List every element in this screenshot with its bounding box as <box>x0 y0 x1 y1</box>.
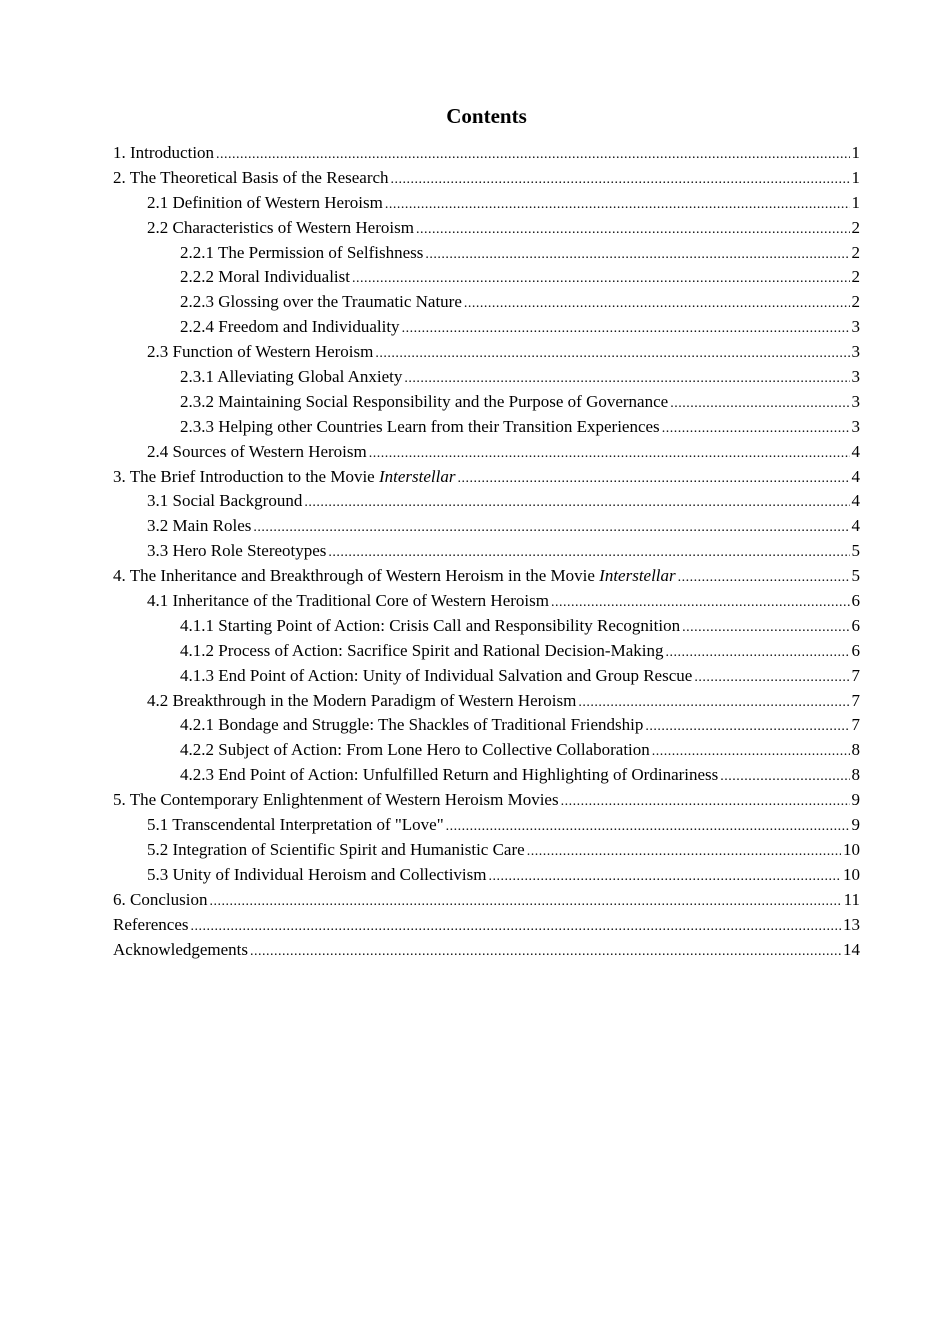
dot-leader <box>391 168 850 193</box>
toc-page-number: 4 <box>851 466 860 486</box>
toc-entry-title-text: 1. Introduction <box>113 143 215 162</box>
toc-page-number: 9 <box>851 815 860 835</box>
toc-entry-title-text: 2.3.2 Maintaining Social Responsibility and the Purpose of Governance <box>180 391 669 411</box>
toc-entry-title-italic: Interstellar <box>378 466 456 486</box>
table-of-contents <box>113 141 860 962</box>
toc-entry-title <box>113 564 676 589</box>
toc-page-number: 10 <box>843 864 860 884</box>
dot-leader <box>720 765 849 790</box>
toc-page-number: 6 <box>851 591 860 611</box>
toc-page-number: 6 <box>851 640 860 660</box>
toc-page-number: 2 <box>851 267 860 287</box>
toc-entry-title-text: 4.1 Inheritance of the Traditional Core of Western Heroism <box>147 591 549 611</box>
toc-page-number: 4 <box>851 491 860 511</box>
toc-entry[interactable] <box>113 539 860 564</box>
toc-entry-title-text: 2. The Theoretical Basis of the Research <box>113 167 389 187</box>
dot-leader <box>250 940 841 965</box>
toc-entry[interactable] <box>113 216 860 241</box>
dot-leader <box>527 840 841 865</box>
toc-page-number: 7 <box>851 690 860 710</box>
toc-page-number: 5 <box>851 541 860 561</box>
toc-page-number: 8 <box>851 740 860 760</box>
toc-entry[interactable] <box>113 141 860 166</box>
toc-entry[interactable] <box>113 614 860 639</box>
toc-page-number: 14 <box>843 939 860 959</box>
toc-entry[interactable] <box>113 564 860 589</box>
dot-leader <box>209 890 841 915</box>
toc-entry-title-text: 2.3.3 Helping other Countries Learn from their Transition Experiences <box>180 416 660 436</box>
toc-entry-title <box>113 913 189 938</box>
toc-entry-title-text: 2.2 Characteristics of Western Heroism <box>147 217 414 237</box>
toc-page-number: 3 <box>851 342 860 362</box>
toc-entry-title <box>147 514 251 539</box>
page-title: Contents <box>446 104 527 128</box>
toc-entry-title <box>180 639 663 664</box>
toc-entry-title-text: 4.2.3 End Point of Action: Unfulfilled Return and Highlighting of Ordinariness <box>180 765 719 785</box>
dot-leader <box>645 715 849 740</box>
toc-entry[interactable] <box>113 763 860 788</box>
dot-leader <box>464 292 850 317</box>
toc-entry[interactable] <box>113 440 860 465</box>
toc-entry-title <box>180 265 350 290</box>
toc-entry-title-text: Acknowledgements <box>113 939 249 959</box>
toc-page-number: 13 <box>843 914 860 934</box>
dot-leader <box>682 616 849 641</box>
toc-page-number: 1 <box>851 167 860 187</box>
toc-entry-title-text: 4.1.3 End Point of Action: Unity of Individual Salvation and Group Rescue <box>180 665 693 685</box>
toc-page-number: 2 <box>851 242 860 262</box>
toc-page-number: 9 <box>851 790 860 810</box>
toc-page-number: 7 <box>851 715 860 735</box>
toc-entry-title-text: 4. The Inheritance and Breakthrough of Western Heroism in the Movie <box>113 566 600 586</box>
toc-entry-title-text: 4.2.1 Bondage and Struggle: The Shackles of Traditional Friendship <box>180 715 644 735</box>
dot-leader <box>551 591 850 616</box>
dot-leader <box>694 666 849 691</box>
toc-entry-title <box>147 216 414 241</box>
toc-entry-title-text: 2.2.1 The Permission of Selfishness <box>180 242 424 262</box>
toc-entry-title <box>147 813 444 838</box>
toc-entry-title-text: 2.2.4 Freedom and Individuality <box>180 317 400 337</box>
toc-entry-title <box>180 390 668 415</box>
toc-entry-title-text: 4.2 Breakthrough in the Modern Paradigm of Western Heroism <box>147 690 577 710</box>
toc-entry-title <box>147 689 576 714</box>
toc-entry[interactable] <box>113 465 860 490</box>
toc-page-number: 4 <box>851 516 860 536</box>
toc-entry-title-text: References <box>113 914 189 934</box>
dot-leader <box>652 740 850 765</box>
toc-entry[interactable] <box>113 938 860 963</box>
dot-leader <box>304 491 849 516</box>
toc-entry-title <box>180 713 643 738</box>
dot-leader <box>665 641 849 666</box>
toc-page-number: 2 <box>851 217 860 237</box>
toc-entry[interactable] <box>113 514 860 539</box>
dot-leader <box>489 865 842 890</box>
toc-entry[interactable] <box>113 315 860 340</box>
toc-entry[interactable] <box>113 290 860 315</box>
toc-entry-title <box>113 888 207 913</box>
dot-leader <box>578 691 849 716</box>
toc-entry-title-text: 5.3 Unity of Individual Heroism and Collectivism <box>147 864 487 884</box>
toc-entry[interactable] <box>113 589 860 614</box>
toc-page-number: 3 <box>851 416 860 436</box>
toc-entry-title <box>113 938 248 963</box>
toc-entry-title <box>147 539 326 564</box>
dot-leader <box>369 442 850 467</box>
toc-entry[interactable] <box>113 489 860 514</box>
toc-entry-title <box>180 290 462 315</box>
toc-page-number: 3 <box>851 317 860 337</box>
toc-entry[interactable] <box>113 639 860 664</box>
dot-leader <box>457 467 849 492</box>
toc-entry-title-text: 2.1 Definition of Western Heroism <box>147 192 383 212</box>
toc-entry[interactable] <box>113 415 860 440</box>
toc-page-number: 10 <box>843 839 860 859</box>
toc-entry-title-text: 4.1.1 Starting Point of Action: Crisis Call and Responsibility Recognition <box>180 615 681 635</box>
toc-entry-title-text: 2.3 Function of Western Heroism <box>147 342 374 362</box>
toc-entry[interactable] <box>113 265 860 290</box>
dot-leader <box>352 267 850 292</box>
toc-page-number: 8 <box>851 765 860 785</box>
toc-entry[interactable] <box>113 738 860 763</box>
toc-entry-title <box>113 166 389 191</box>
toc-page-number: 6 <box>851 615 860 635</box>
toc-entry[interactable] <box>113 340 860 365</box>
toc-entry-title-italic: Interstellar <box>599 566 676 586</box>
toc-entry[interactable] <box>113 365 860 390</box>
toc-entry-title-text: 2.4 Sources of Western Heroism <box>147 441 367 461</box>
toc-entry-title <box>180 315 400 340</box>
toc-entry-title <box>180 415 660 440</box>
dot-leader <box>404 367 849 392</box>
dot-leader <box>561 790 850 815</box>
toc-entry-title-text: 5.1 Transcendental Interpretation of "Love" <box>147 815 444 835</box>
toc-page-number: 1 <box>851 143 860 162</box>
dot-leader <box>216 143 849 168</box>
dot-leader <box>402 317 850 342</box>
dot-leader <box>425 243 849 268</box>
toc-entry-title-text: 2.3.1 Alleviating Global Anxiety <box>180 367 403 387</box>
toc-entry-title-text: 5. The Contemporary Enlightenment of Western Heroism Movies <box>113 790 559 810</box>
toc-entry-title <box>113 788 559 813</box>
toc-entry-title-text: 2.2.3 Glossing over the Traumatic Nature <box>180 292 462 312</box>
toc-entry-title-text: 4.1.2 Process of Action: Sacrifice Spirit and Rational Decision-Making <box>180 640 664 660</box>
toc-entry[interactable] <box>113 664 860 689</box>
toc-entry-title-text: 3.1 Social Background <box>147 491 303 511</box>
toc-entry[interactable] <box>113 191 860 216</box>
toc-entry-title <box>147 340 373 365</box>
toc-entry-title-text: 2.2.2 Moral Individualist <box>180 267 350 287</box>
dot-leader <box>416 218 850 243</box>
dot-leader <box>191 915 841 940</box>
toc-page-number: 2 <box>851 292 860 312</box>
toc-page-number: 7 <box>851 665 860 685</box>
toc-page-number: 5 <box>851 566 860 586</box>
toc-entry-title <box>180 664 692 689</box>
toc-page-number: 3 <box>851 391 860 411</box>
toc-entry[interactable] <box>113 166 860 191</box>
toc-page-number: 1 <box>851 192 860 212</box>
dot-leader <box>446 815 850 840</box>
toc-entry-title-text: 3.3 Hero Role Stereotypes <box>147 541 327 561</box>
toc-page-number: 11 <box>843 889 860 909</box>
toc-entry-title <box>147 440 367 465</box>
dot-leader <box>678 566 850 591</box>
toc-entry-title <box>147 863 487 888</box>
toc-entry-title <box>180 614 680 639</box>
toc-entry-title <box>147 589 549 614</box>
toc-entry-title <box>180 241 423 266</box>
toc-entry-title <box>147 489 302 514</box>
toc-entry-title-text: 3.2 Main Roles <box>147 516 252 536</box>
dot-leader <box>670 392 849 417</box>
toc-entry-title-text: 4.2.2 Subject of Action: From Lone Hero to Collective Collaboration <box>180 740 650 760</box>
dot-leader <box>662 417 850 442</box>
toc-entry[interactable] <box>113 913 860 938</box>
toc-entry[interactable] <box>113 390 860 415</box>
toc-entry-title <box>180 763 718 788</box>
toc-entry-title-text: 5.2 Integration of Scientific Spirit and Humanistic Care <box>147 839 525 859</box>
toc-entry-title <box>113 141 214 166</box>
toc-entry[interactable] <box>113 813 860 838</box>
toc-entry-title <box>147 838 525 863</box>
toc-entry-title <box>180 365 402 390</box>
toc-entry[interactable] <box>113 838 860 863</box>
toc-entry[interactable] <box>113 241 860 266</box>
toc-entry[interactable] <box>113 713 860 738</box>
toc-entry-title-text: 3. The Brief Introduction to the Movie <box>113 466 379 486</box>
dot-leader <box>253 516 849 541</box>
toc-page-number: 3 <box>851 367 860 387</box>
dot-leader <box>385 193 850 218</box>
toc-entry[interactable] <box>113 863 860 888</box>
toc-page-number: 4 <box>851 441 860 461</box>
toc-entry-title-text: 6. Conclusion <box>113 889 208 909</box>
toc-entry-title <box>113 465 455 490</box>
toc-entry[interactable] <box>113 788 860 813</box>
toc-entry[interactable] <box>113 888 860 913</box>
toc-entry-title <box>147 191 383 216</box>
dot-leader <box>375 342 849 367</box>
toc-entry[interactable] <box>113 689 860 714</box>
toc-entry-title <box>180 738 650 763</box>
dot-leader <box>328 541 849 566</box>
